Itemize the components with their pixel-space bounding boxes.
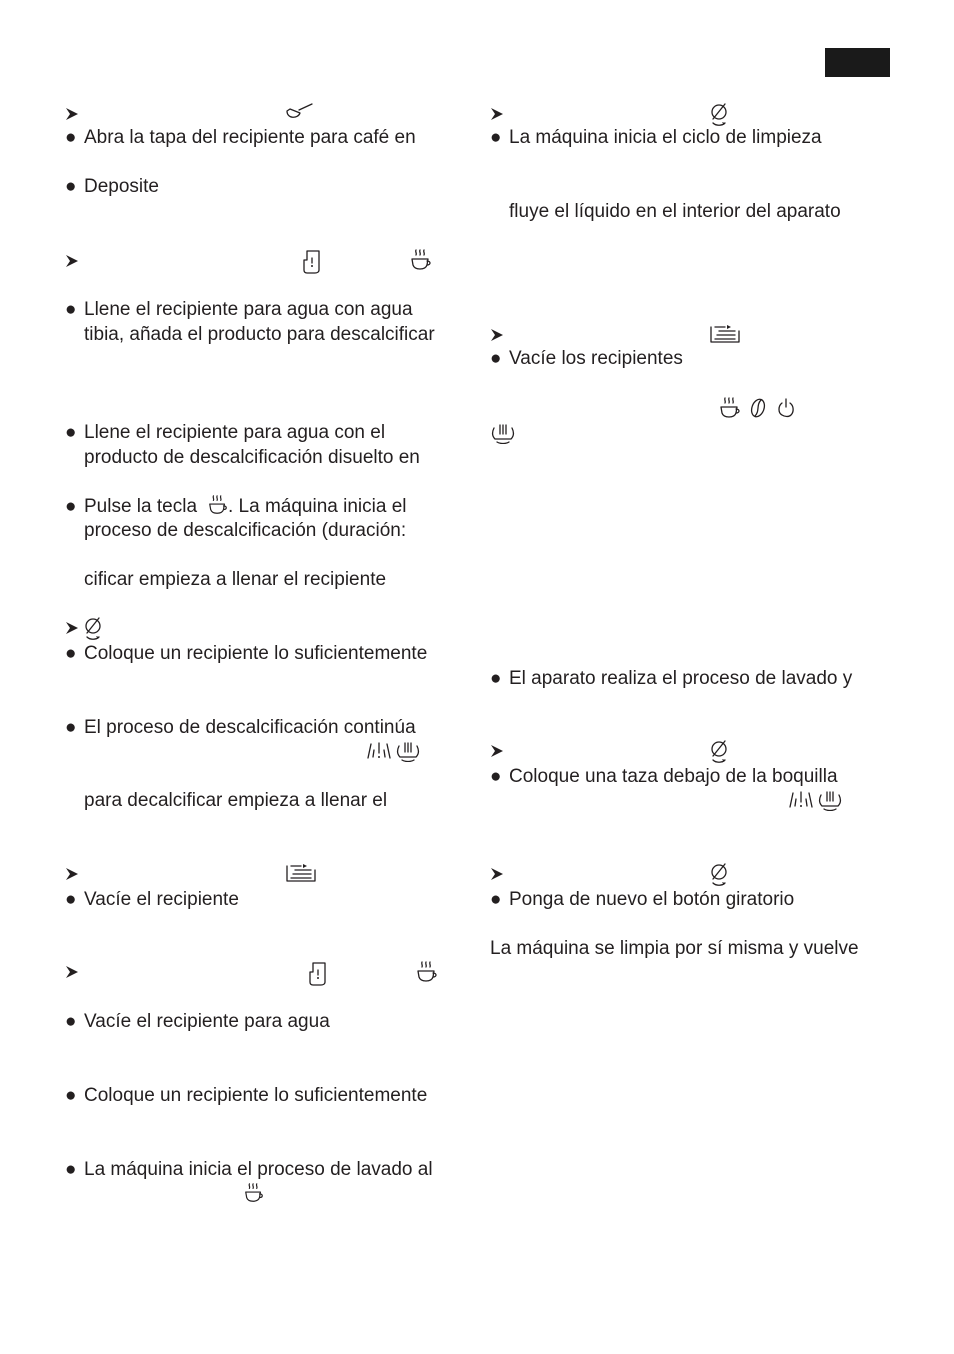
- instruction-text: La máquina se limpia por sí misma y vuelve: [490, 938, 859, 959]
- instruction-text: proceso de descalcificación (duración:: [84, 520, 407, 541]
- list-bullet: ●: [65, 176, 77, 197]
- list-bullet: ●: [65, 299, 77, 320]
- coffee-cup-icon: [409, 248, 433, 272]
- list-bullet: ●: [65, 1085, 77, 1106]
- instruction-text: Llene el recipiente para agua con el: [84, 422, 386, 443]
- steam-icon: [788, 789, 814, 811]
- steam-icon: [817, 789, 843, 811]
- arrow-marker-icon: [65, 965, 79, 979]
- list-bullet: ●: [65, 717, 77, 738]
- instruction-text: El proceso de descalcificación continúa: [84, 717, 416, 738]
- instruction-text: Abra la tapa del recipiente para café en: [84, 127, 416, 148]
- instruction-text: La máquina inicia el ciclo de limpieza: [509, 127, 822, 148]
- power-icon: [776, 397, 796, 419]
- list-bullet: ●: [490, 668, 502, 689]
- list-bullet: ●: [65, 643, 77, 664]
- list-bullet: ●: [490, 127, 502, 148]
- coffee-cup-icon: [207, 494, 229, 516]
- no-rotate-knob-icon: [708, 738, 730, 764]
- instruction-text: fluye el líquido en el interior del aparato: [509, 201, 841, 222]
- instruction-text: Vacíe el recipiente: [84, 889, 239, 910]
- instruction-text: Vacíe los recipientes: [509, 348, 683, 369]
- arrow-marker-icon: [65, 621, 79, 635]
- instruction-text: El aparato realiza el proceso de lavado y: [509, 668, 853, 689]
- steam-icon: [395, 740, 421, 762]
- no-rotate-knob-icon: [708, 861, 730, 887]
- drip-tray-icon: [709, 323, 741, 345]
- coffee-cup-icon: [718, 396, 742, 420]
- no-rotate-knob-icon: [82, 615, 104, 641]
- instruction-text: Vacíe el recipiente para agua: [84, 1011, 330, 1032]
- instruction-text: . La máquina inicia el: [228, 496, 407, 517]
- arrow-marker-icon: [65, 867, 79, 881]
- bean-icon: [748, 397, 768, 419]
- list-bullet: ●: [65, 496, 77, 517]
- list-bullet: ●: [65, 127, 77, 148]
- steam-icon: [490, 422, 516, 444]
- instruction-text: Coloque un recipiente lo suficientemente: [84, 643, 428, 664]
- list-bullet: ●: [65, 422, 77, 443]
- no-rotate-knob-icon: [708, 101, 730, 127]
- arrow-marker-icon: [490, 744, 504, 758]
- steam-icon: [366, 740, 392, 762]
- arrow-marker-icon: [490, 328, 504, 342]
- list-bullet: ●: [65, 889, 77, 910]
- arrow-marker-icon: [65, 107, 79, 121]
- instruction-text: Llene el recipiente para agua con agua: [84, 299, 413, 320]
- arrow-marker-icon: [490, 107, 504, 121]
- drip-tray-icon: [285, 862, 317, 884]
- instruction-text: Ponga de nuevo el botón giratorio: [509, 889, 795, 910]
- instruction-text: Coloque una taza debajo de la boquilla: [509, 766, 838, 787]
- list-bullet: ●: [490, 348, 502, 369]
- water-tank-icon: [301, 248, 323, 274]
- instruction-text: Coloque un recipiente lo suficientemente: [84, 1085, 428, 1106]
- header-badge: [825, 48, 890, 77]
- coffee-cup-icon: [415, 960, 439, 984]
- instruction-text: Deposite: [84, 176, 159, 197]
- instruction-text: cificar empieza a llenar el recipiente: [84, 569, 387, 590]
- coffee-scoop-icon: [284, 101, 314, 123]
- list-bullet: ●: [65, 1011, 77, 1032]
- instruction-text: tibia, añada el producto para descalcificar: [84, 324, 435, 345]
- coffee-cup-icon: [243, 1182, 265, 1204]
- list-bullet: ●: [490, 766, 502, 787]
- instruction-text: para decalcificar empieza a llenar el: [84, 790, 388, 811]
- arrow-marker-icon: [490, 867, 504, 881]
- list-bullet: ●: [490, 889, 502, 910]
- list-bullet: ●: [65, 1159, 77, 1180]
- arrow-marker-icon: [65, 254, 79, 268]
- instruction-text: La máquina inicia el proceso de lavado al: [84, 1159, 433, 1180]
- water-tank-icon: [307, 960, 329, 986]
- instruction-text: Pulse la tecla: [84, 496, 198, 517]
- instruction-text: producto de descalcificación disuelto en: [84, 447, 420, 468]
